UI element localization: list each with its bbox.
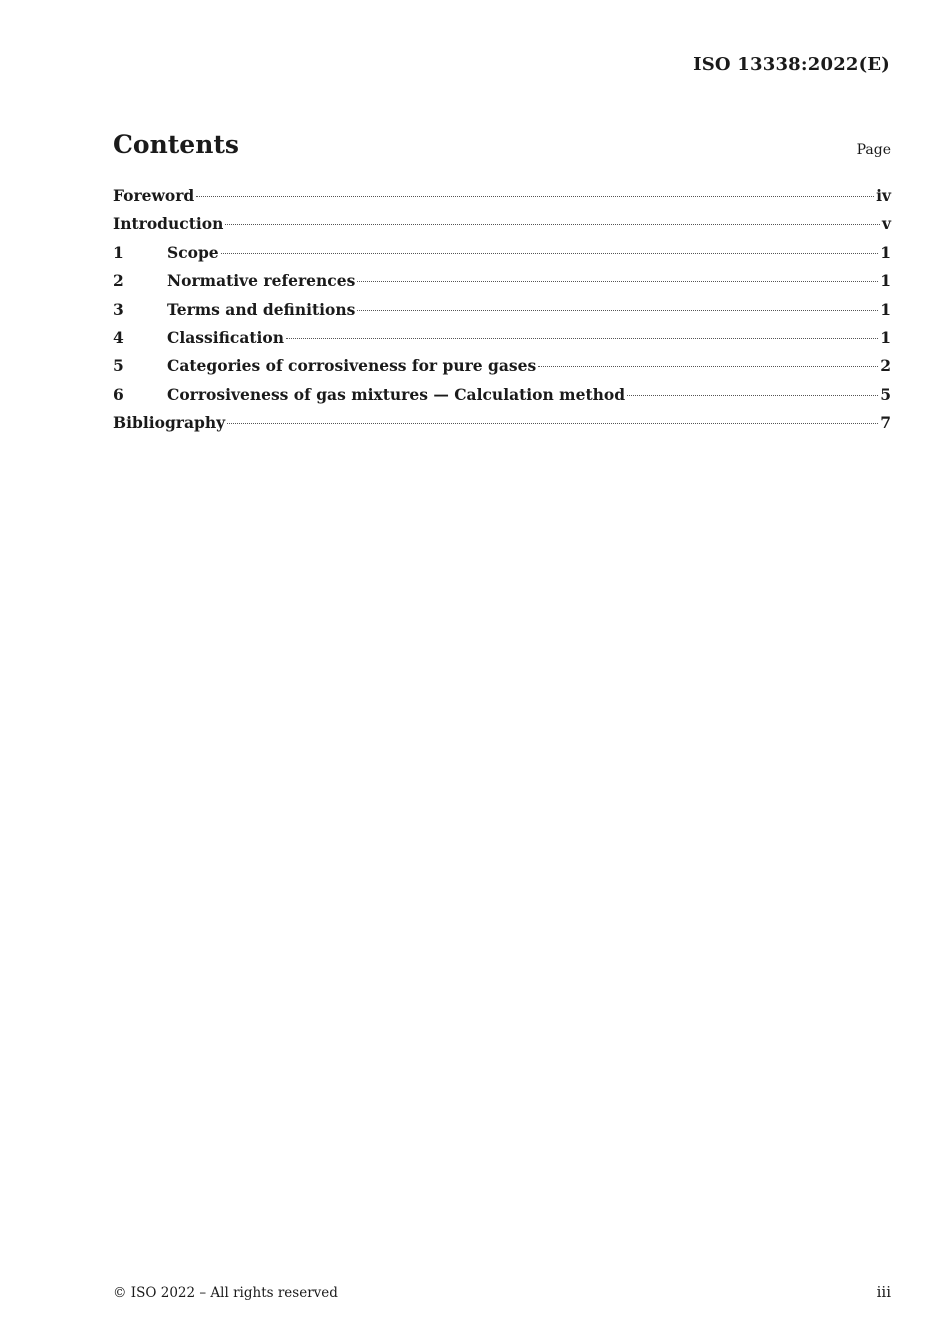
page-number: iii: [876, 1283, 891, 1301]
toc-entry-title: Foreword: [113, 186, 195, 205]
toc-entry-foreword[interactable]: [113, 184, 891, 212]
toc-entry-scope[interactable]: [113, 241, 891, 269]
toc-entry-terms-and-definitions[interactable]: [113, 298, 891, 326]
toc-entry-number: 2: [113, 271, 124, 291]
toc-entry-title: Terms and definitions: [167, 299, 356, 319]
toc-entry-page: 1: [880, 271, 891, 291]
toc-entry-corrosiveness-of-gas-mixtures[interactable]: [113, 383, 891, 411]
toc-entry-number: 3: [113, 299, 124, 319]
toc-entry-classification[interactable]: [113, 326, 891, 354]
dot-leader: [286, 338, 878, 339]
copyright-notice: © ISO 2022 – All rights reserved: [113, 1285, 338, 1301]
toc-entry-page: 1: [880, 299, 891, 319]
toc-entry-categories-of-corrosiveness[interactable]: [113, 354, 891, 382]
toc-entry-page: 5: [880, 384, 891, 404]
table-of-contents: [113, 184, 891, 440]
toc-entry-number: 4: [113, 327, 124, 347]
dot-leader: [538, 366, 878, 367]
toc-entry-page: 1: [880, 242, 891, 262]
toc-entry-number: 1: [113, 242, 124, 262]
dot-leader: [227, 423, 878, 424]
page-column-label: Page: [856, 142, 891, 158]
toc-entry-title: Introduction: [113, 214, 224, 234]
toc-entry-title: Bibliography: [113, 413, 226, 433]
dot-leader: [225, 224, 880, 225]
toc-entry-page: 1: [880, 327, 891, 347]
dot-leader: [221, 253, 879, 254]
toc-entry-title: Corrosiveness of gas mixtures — Calculation method: [167, 384, 626, 404]
toc-entry-title: Classification: [167, 327, 285, 347]
dot-leader: [357, 281, 878, 282]
toc-entry-page: v: [881, 214, 891, 234]
toc-entry-title: Categories of corrosiveness for pure gases: [167, 356, 537, 376]
toc-entry-page: 2: [880, 356, 891, 376]
toc-entry-number: 6: [113, 384, 124, 404]
toc-entry-page: iv: [876, 186, 891, 205]
toc-entry-bibliography[interactable]: [113, 411, 891, 439]
toc-entry-page: 7: [880, 413, 891, 433]
toc-entry-title: Scope: [167, 242, 219, 262]
dot-leader: [196, 196, 874, 197]
contents-title: Contents: [113, 130, 240, 159]
dot-leader: [357, 310, 878, 311]
toc-entry-title: Normative references: [167, 271, 356, 291]
toc-entry-normative-references[interactable]: [113, 269, 891, 297]
toc-entry-number: 5: [113, 356, 124, 376]
contents-header: [113, 130, 891, 166]
document-identifier: ISO 13338:2022(E): [693, 54, 890, 75]
dot-leader: [627, 395, 878, 396]
toc-entry-introduction[interactable]: [113, 212, 891, 240]
